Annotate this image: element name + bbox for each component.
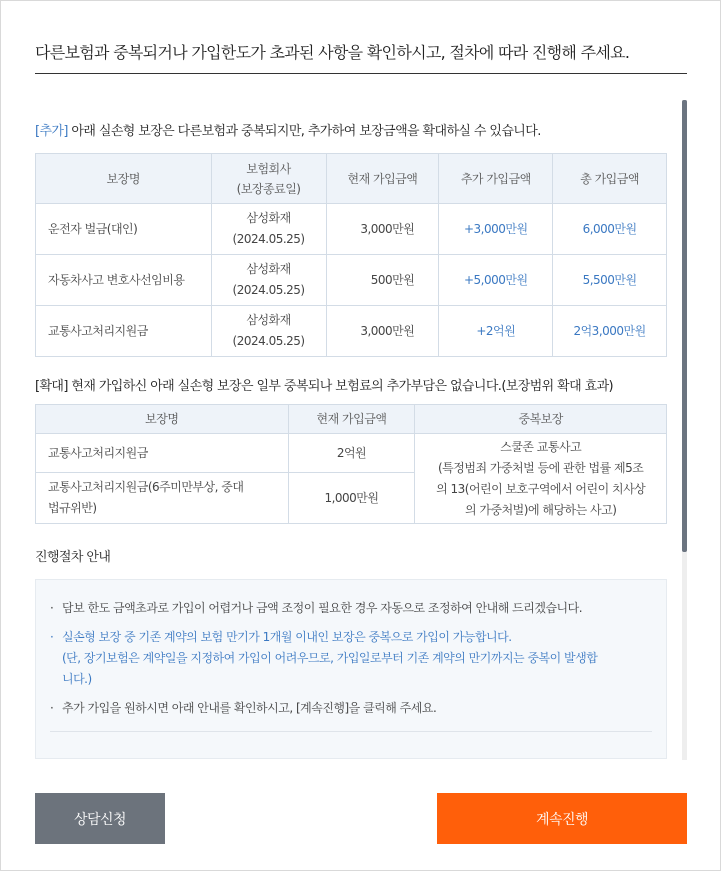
notice-text: 실손형 보장 중 기존 계약의 보험 만기가 1개월 이내인 보장은 중복으로 가입이 가능합니다.	[62, 630, 512, 644]
col-company-sub: (보장종료일)	[236, 181, 301, 196]
overlap-line: 의 13(어린이 보호구역에서 어린이 치사상	[436, 481, 646, 496]
notice-item	[50, 598, 652, 619]
col-current-amount: 현재 가입금액	[288, 405, 415, 434]
coverage-name: 교통사고처리지원금	[36, 306, 212, 357]
scroll-content[interactable]	[35, 100, 687, 760]
bullet-icon: ·	[50, 701, 54, 715]
end-date: (2024.05.25)	[232, 232, 305, 246]
company-name: 삼성화재	[246, 211, 291, 225]
col-company-label: 보험회사	[246, 161, 291, 176]
table-header-row	[36, 154, 667, 204]
table-header-row	[36, 405, 667, 434]
expand-coverage-table	[35, 404, 667, 524]
col-coverage-name: 보장명	[36, 405, 289, 434]
col-company	[211, 154, 326, 204]
procedure-title: 진행절차 안내	[35, 550, 111, 565]
procedure-notice-box	[35, 579, 667, 759]
notice-text: 니다.)	[62, 672, 92, 686]
coverage-name-line: 법규위반)	[48, 501, 97, 515]
table-row	[36, 204, 667, 255]
end-date: (2024.05.25)	[232, 334, 305, 348]
added-amount: +2억원	[439, 306, 553, 357]
notice-item	[50, 698, 652, 719]
overlap-line: (특정범죄 가중처벌 등에 관한 법률 제5조	[438, 460, 644, 475]
current-amount: 2억원	[288, 434, 415, 473]
current-amount: 500만원	[326, 255, 439, 306]
continue-button[interactable]: 계속진행	[437, 793, 687, 844]
add-section-title	[35, 120, 667, 139]
company-name: 삼성화재	[246, 313, 291, 327]
overlap-line: 스쿨존 교통사고	[500, 439, 582, 454]
current-amount: 3,000만원	[326, 306, 439, 357]
current-amount: 1,000만원	[288, 473, 415, 524]
notice-text: (단, 장기보험은 계약일을 지정하여 가입이 어려우므로, 가입일로부터 기존 계약의 만기까지는 중복이 발생합	[62, 651, 598, 665]
col-total-amount: 총 가입금액	[553, 154, 667, 204]
dialog-title: 다른보험과 중복되거나 가입한도가 초과된 사항을 확인하시고, 절차에 따라 진행해 주세요.	[35, 43, 630, 62]
scrollbar[interactable]	[682, 100, 687, 760]
current-amount: 3,000만원	[326, 204, 439, 255]
col-added-amount: 추가 가입금액	[439, 154, 553, 204]
col-overlap: 중복보장	[415, 405, 667, 434]
total-amount: 6,000만원	[553, 204, 667, 255]
col-current-amount: 현재 가입금액	[326, 154, 439, 204]
scrollbar-thumb[interactable]	[682, 100, 687, 552]
notice-text: 추가 가입을 원하시면 아래 안내를 확인하시고, [계속진행]을 클릭해 주세요.	[62, 701, 437, 715]
added-amount: +3,000만원	[439, 204, 553, 255]
added-amount: +5,000만원	[439, 255, 553, 306]
company-cell	[211, 255, 326, 306]
coverage-name: 자동차사고 변호사선임비용	[36, 255, 212, 306]
notice-text: 담보 한도 금액초과로 가입이 어렵거나 금액 조정이 필요한 경우 자동으로 조정하여 안내해 드리겠습니다.	[62, 601, 583, 615]
coverage-name	[36, 473, 289, 524]
company-cell	[211, 306, 326, 357]
company-cell	[211, 204, 326, 255]
table-row	[36, 434, 667, 473]
coverage-name: 운전자 벌금(대인)	[36, 204, 212, 255]
coverage-name-line: 교통사고처리지원금(6주미만부상, 중대	[48, 480, 244, 494]
end-date: (2024.05.25)	[232, 283, 305, 297]
table-row	[36, 306, 667, 357]
overlap-line: 의 가중처벌)에 해당하는 사고)	[464, 502, 617, 517]
total-amount: 2억3,000만원	[553, 306, 667, 357]
total-amount: 5,500만원	[553, 255, 667, 306]
col-coverage-name: 보장명	[36, 154, 212, 204]
expand-section-title: [확대] 현재 가입하신 아래 실손형 보장은 일부 중복되나 보험료의 추가부담은 없습니다.(보장범위 확대 효과)	[35, 379, 614, 394]
add-coverage-table	[35, 153, 667, 357]
bullet-icon: ·	[50, 601, 54, 615]
table-row	[36, 255, 667, 306]
add-tag: [추가]	[35, 124, 68, 139]
overlap-description	[415, 434, 667, 524]
add-section-text: 아래 실손형 보장은 다른보험과 중복되지만, 추가하여 보장금액을 확대하실 수 있습니다.	[67, 124, 541, 139]
notice-item	[50, 627, 652, 690]
dialog-header	[35, 40, 687, 74]
consult-button[interactable]: 상담신청	[35, 793, 165, 844]
coverage-name: 교통사고처리지원금	[36, 434, 289, 473]
company-name: 삼성화재	[246, 262, 291, 276]
notice-divider	[50, 731, 652, 732]
bullet-icon: ·	[50, 630, 54, 644]
